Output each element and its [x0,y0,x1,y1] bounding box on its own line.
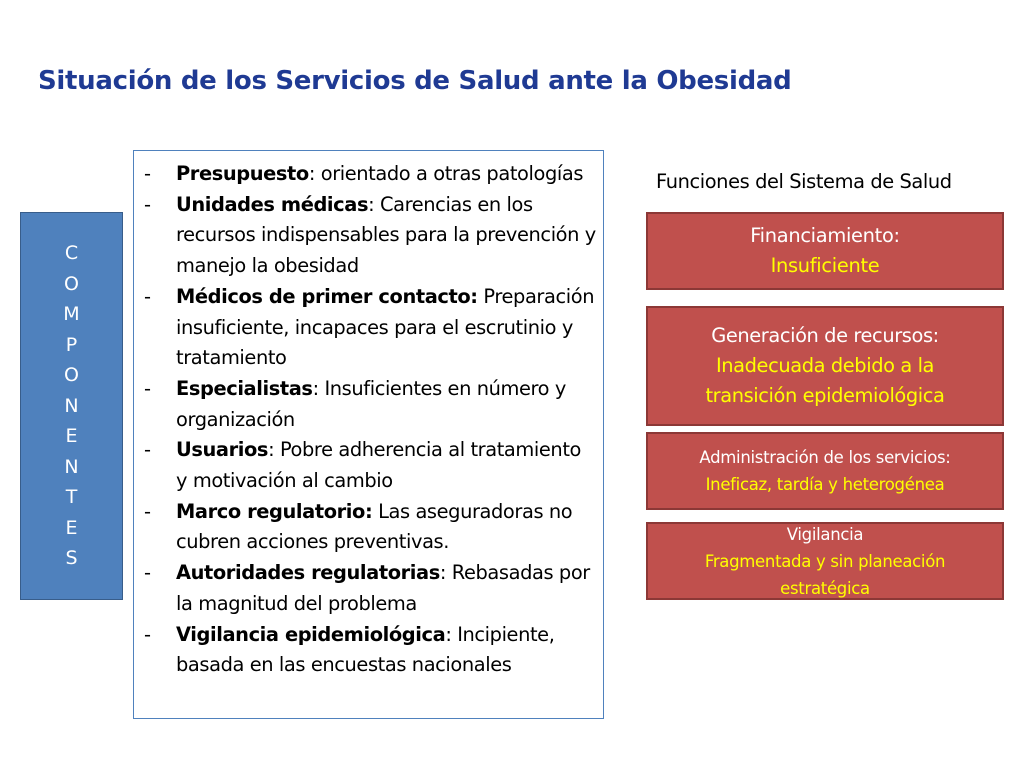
item-description: : Carencias en los recursos indispensables para la prevención y manejo la obesidad [176,192,596,278]
item-description: : Rebasadas por la magnitud del problema [176,561,590,615]
item-heading: Presupuesto [176,162,309,185]
item-description: : Insuficientes en número y organización [176,376,566,431]
componentes-letter: E [65,516,78,539]
componentes-letter: P [65,333,78,356]
function-value: Insuficiente [770,254,880,277]
componentes-box [20,212,123,600]
item-heading: Vigilancia epidemiológica [176,622,446,646]
item-heading: Unidades médicas [176,192,369,216]
function-box-administracion [646,432,1004,510]
function-box-vigilancia [646,522,1004,600]
item-description: : Pobre adherencia al tratamiento y motivación al cambio [176,438,581,493]
function-value: Ineficaz, tardía y heterogénea [705,475,945,494]
list-dash: - [144,284,151,308]
item-description: : Incipiente, basada en las encuestas nacionales [176,622,555,677]
componentes-letter: E [65,425,78,448]
item-description: Las aseguradoras no cubren acciones preventivas. [176,499,573,554]
function-value: Fragmentada y sin planeación estratégica [704,551,946,598]
list-item [144,620,597,681]
list-dash: - [144,192,151,216]
list-item [144,159,597,190]
item-heading: Médicos de primer contacto: [176,284,478,308]
componentes-letter: C [64,242,79,265]
item-heading: Usuarios [176,438,269,462]
list-item [144,190,597,282]
slide-title: Situación de los Servicios de Salud ante la Obesidad [38,66,792,96]
function-label: Financiamiento: [750,224,900,247]
function-value: Inadecuada debido a la transición epidemiológica [705,354,945,407]
list-item [144,435,597,496]
list-dash: - [144,438,151,462]
componentes-letter: N [64,394,79,417]
item-heading: Especialistas [176,376,313,400]
list-dash: - [144,622,151,646]
function-box-generacion-recursos [646,306,1004,426]
componentes-letter: S [65,547,78,570]
item-description: Preparación insuficiente, incapaces para el escrutinio y tratamiento [176,284,595,370]
list-dash: - [144,561,151,585]
list-item [144,497,597,558]
list-dash: - [144,499,151,523]
list-dash: - [144,162,151,185]
functions-title: Funciones del Sistema de Salud [656,170,952,193]
list-dash: - [144,376,151,400]
componentes-letter: N [64,455,79,478]
components-list [133,150,604,719]
function-label: Generación de recursos: [711,324,939,347]
componentes-letter: M [63,303,80,326]
function-label: Administración de los servicios: [699,448,951,467]
function-box-financiamiento [646,212,1004,290]
item-heading: Autoridades regulatorias [176,561,440,585]
item-heading: Marco regulatorio: [176,499,373,523]
function-label: Vigilancia [786,524,864,544]
list-item [144,374,597,435]
list-item [144,282,597,374]
list-item [144,558,597,619]
componentes-letter: T [65,486,78,509]
componentes-letter: O [64,364,79,387]
item-description: : orientado a otras patologías [308,162,584,185]
componentes-letter: O [64,272,79,295]
